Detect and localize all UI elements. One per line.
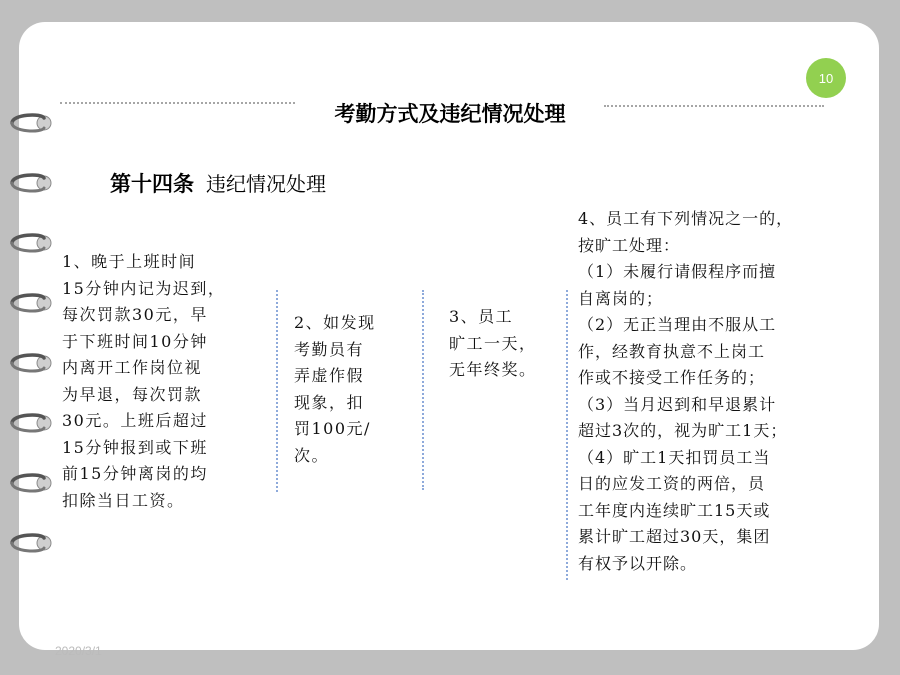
binder-ring-icon (4, 230, 54, 256)
binder-ring-icon (4, 350, 54, 376)
rule-line: 自离岗的； (578, 288, 664, 308)
footer-date: 2020/3/1 (55, 644, 102, 658)
title-divider-left (60, 102, 295, 104)
rule-line: 罚100元/ (294, 419, 371, 438)
rule-line: 作，经教育执意不上岗工 (578, 341, 766, 361)
article-subtitle: 违纪情况处理 (206, 172, 326, 196)
rule-line: 前15分钟离岗的均 (62, 464, 208, 483)
rule-column-1 (62, 249, 272, 514)
rule-line: 15分钟内记为迟到， (62, 278, 226, 298)
rule-line: 旷工一天， (449, 333, 537, 353)
rule-column-3 (449, 304, 564, 384)
page-title: 考勤方式及违纪情况处理 (334, 102, 566, 126)
column-divider (566, 290, 568, 580)
article-heading (110, 168, 326, 198)
rule-line: 于下班时间10分钟 (62, 331, 208, 351)
rule-column-2 (294, 310, 404, 469)
binder-ring-icon (4, 410, 54, 436)
rule-line: （2）无正当理由不服从工 (578, 315, 777, 334)
rule-line: 无年终奖。 (449, 360, 537, 379)
rule-line: （4）旷工1天扣罚员工当 (578, 447, 771, 467)
rule-line: 弄虚作假 (294, 366, 365, 385)
rule-line: 30元。上班后超过 (62, 411, 208, 430)
rule-line: 2、如发现 (294, 313, 376, 332)
rule-line: 3、员工 (449, 307, 514, 326)
rule-line: 1、晚于上班时间 (62, 252, 197, 271)
rule-line: 4、员工有下列情况之一的， (578, 209, 794, 228)
binder-ring-icon (4, 470, 54, 496)
rule-line: 作或不接受工作任务的； (578, 368, 766, 387)
rule-line: 有权予以开除。 (578, 553, 698, 573)
rule-line: 内离开工作岗位视 (62, 358, 203, 377)
rule-line: 累计旷工超过30天，集团 (578, 527, 771, 546)
rule-column-4 (578, 206, 853, 577)
page-number-badge: 10 (806, 58, 846, 98)
article-number: 第十四条 (110, 172, 194, 196)
rule-line: 工年度内连续旷工15天或 (578, 500, 771, 520)
binder-ring-icon (4, 110, 54, 136)
column-divider (276, 290, 278, 492)
rule-line: 为早退，每次罚款 (62, 384, 203, 404)
rule-line: 考勤员有 (294, 339, 365, 359)
binder-ring-icon (4, 290, 54, 316)
binder-ring-icon (4, 530, 54, 556)
rule-line: 每次罚款30元，早 (62, 305, 208, 324)
rule-line: 扣除当日工资。 (62, 490, 185, 510)
rule-line: 超过3次的，视为旷工1天； (578, 421, 788, 440)
title-divider-right (604, 105, 824, 107)
rule-line: （3）当月迟到和早退累计 (578, 394, 777, 414)
binder-ring-icon (4, 170, 54, 196)
rule-line: 次。 (294, 445, 330, 465)
rule-line: 日的应发工资的两倍，员 (578, 474, 766, 493)
column-divider (422, 290, 424, 490)
rule-line: 15分钟报到或下班 (62, 437, 208, 457)
rule-line: 按旷工处理： (578, 235, 681, 255)
rule-line: （1）未履行请假程序而擅 (578, 262, 777, 281)
rule-line: 现象，扣 (294, 392, 365, 412)
